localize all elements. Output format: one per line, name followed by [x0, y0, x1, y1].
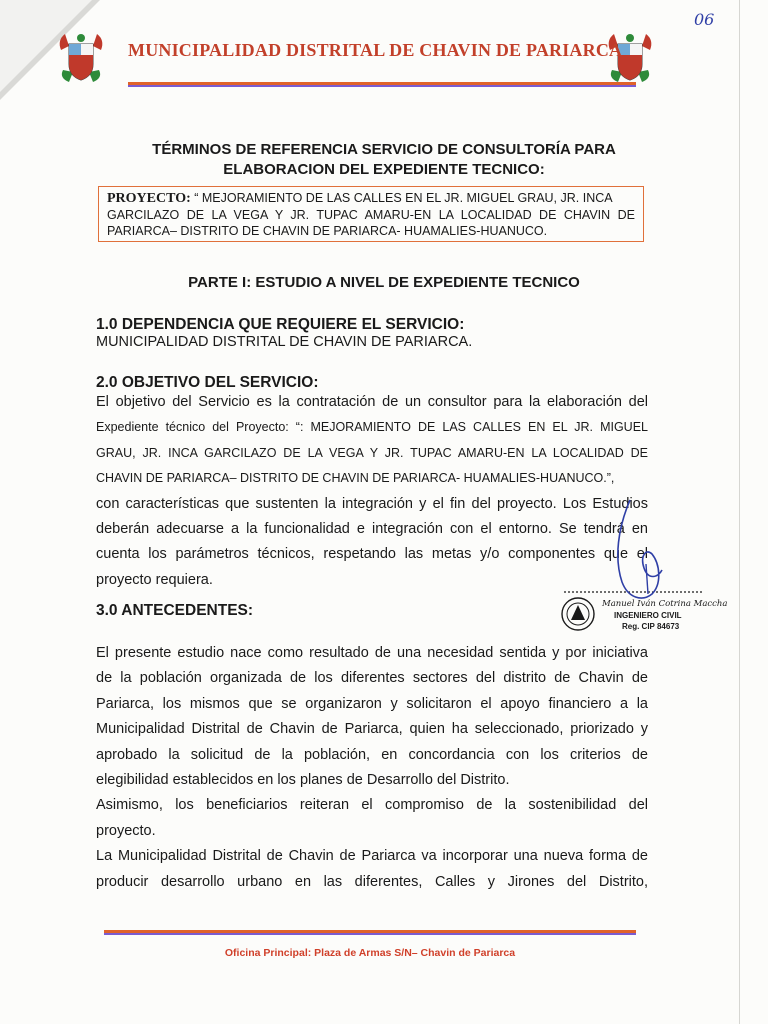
- part-heading: PARTE I: ESTUDIO A NIVEL DE EXPEDIENTE TECNICO: [188, 274, 580, 291]
- body-line: CHAVIN DE PARIARCA– DISTRITO DE CHAVIN DE PARIARCA- HUAMALIES-HUANUCO.”,: [96, 471, 615, 486]
- header-divider: [128, 82, 636, 87]
- page-edge: [739, 0, 740, 1024]
- coat-of-arms-left-icon: [55, 30, 107, 86]
- body-line: deberán adecuarse a la funcionalidad e integración con el entorno. Se tendrá en: [96, 521, 648, 538]
- body-line: con características que sustenten la integración y el fin del proyecto. Los Estudios: [96, 495, 648, 512]
- signature-icon: [612, 498, 668, 608]
- header-title: MUNICIPALIDAD DISTRITAL DE CHAVIN DE PARIARCA: [128, 40, 623, 60]
- project-text: “ MEJORAMIENTO DE LAS CALLES EN EL JR. MIGUEL GRAU, JR. INCA: [190, 191, 613, 205]
- project-line: GARCILAZO DE LA VEGA Y JR. TUPAC AMARU-EN LA LOCALIDAD DE CHAVIN DE: [107, 208, 635, 222]
- page-number: 06: [694, 10, 715, 29]
- body-line: Expediente técnico del Proyecto: “: MEJORAMIENTO DE LAS CALLES EN EL JR. MIGUEL: [96, 420, 648, 435]
- stamp-name: Manuel Iván Cotrina Maccha: [602, 599, 728, 609]
- document-title-line: TÉRMINOS DE REFERENCIA SERVICIO DE CONSULTORÍA PARA: [152, 141, 616, 158]
- stamp-profession: INGENIERO CIVIL: [614, 611, 682, 620]
- body-line: cuenta los parámetros técnicos, respetando las metas y/o componentes que el: [96, 546, 648, 563]
- footer-divider: [104, 930, 636, 935]
- section-3-body: [96, 641, 648, 895]
- body-line: Pariarca, los mismos que se organizaron y solicitaron el apoyo financiero a la: [96, 695, 648, 712]
- section-1-text: MUNICIPALIDAD DISTRITAL DE CHAVIN DE PARIARCA.: [96, 334, 473, 350]
- section-2-heading: 2.0 OBJETIVO DEL SERVICIO:: [96, 374, 319, 391]
- body-line: El objetivo del Servicio es la contratación de un consultor para la elaboración del: [96, 394, 648, 410]
- section-1-heading: 1.0 DEPENDENCIA QUE REQUIERE EL SERVICIO:: [96, 316, 465, 333]
- stamp-registration: Reg. CIP 84673: [622, 622, 680, 631]
- section-2-body: [96, 390, 648, 593]
- body-line: GRAU, JR. INCA GARCILAZO DE LA VEGA Y JR. TUPAC AMARU-EN LA LOCALIDAD DE: [96, 445, 648, 460]
- body-line: aprobado la solicitud de la población, en concordancia con los criterios de: [96, 746, 648, 763]
- body-line: El presente estudio nace como resultado de una necesidad sentida y por iniciativa: [96, 645, 648, 661]
- body-line: producir desarrollo urbano en las diferentes, Calles y Jirones del Distrito,: [96, 873, 648, 890]
- project-label: PROYECTO:: [107, 191, 191, 206]
- body-line: de la población organizada de los diferentes sectores del distrito de Chavin de: [96, 670, 648, 687]
- body-line: Municipalidad Distrital de Chavin de Pariarca, quien ha seleccionado, priorizado y: [96, 721, 648, 738]
- body-line: elegibilidad establecidos en los planes de Desarrollo del Distrito.: [96, 772, 510, 789]
- body-line: proyecto requiera.: [96, 571, 213, 588]
- section-3-heading: 3.0 ANTECEDENTES:: [96, 602, 254, 619]
- body-line: La Municipalidad Distrital de Chavin de Pariarca va incorporar una nueva forma de: [96, 848, 648, 865]
- footer-address: Oficina Principal: Plaza de Armas S/N– Chavin de Pariarca: [224, 947, 516, 959]
- body-line: proyecto.: [96, 822, 156, 839]
- body-line: Asimismo, los beneficiarios reiteran el compromiso de la sostenibilidad del: [96, 797, 648, 814]
- project-box: [98, 186, 644, 242]
- document-title-line: ELABORACION DEL EXPEDIENTE TECNICO:: [223, 161, 545, 178]
- project-line: [107, 190, 635, 207]
- document-title: [120, 140, 648, 180]
- project-line: PARIARCA– DISTRITO DE CHAVIN DE PARIARCA- HUAMALIES-HUANUCO.: [107, 224, 548, 238]
